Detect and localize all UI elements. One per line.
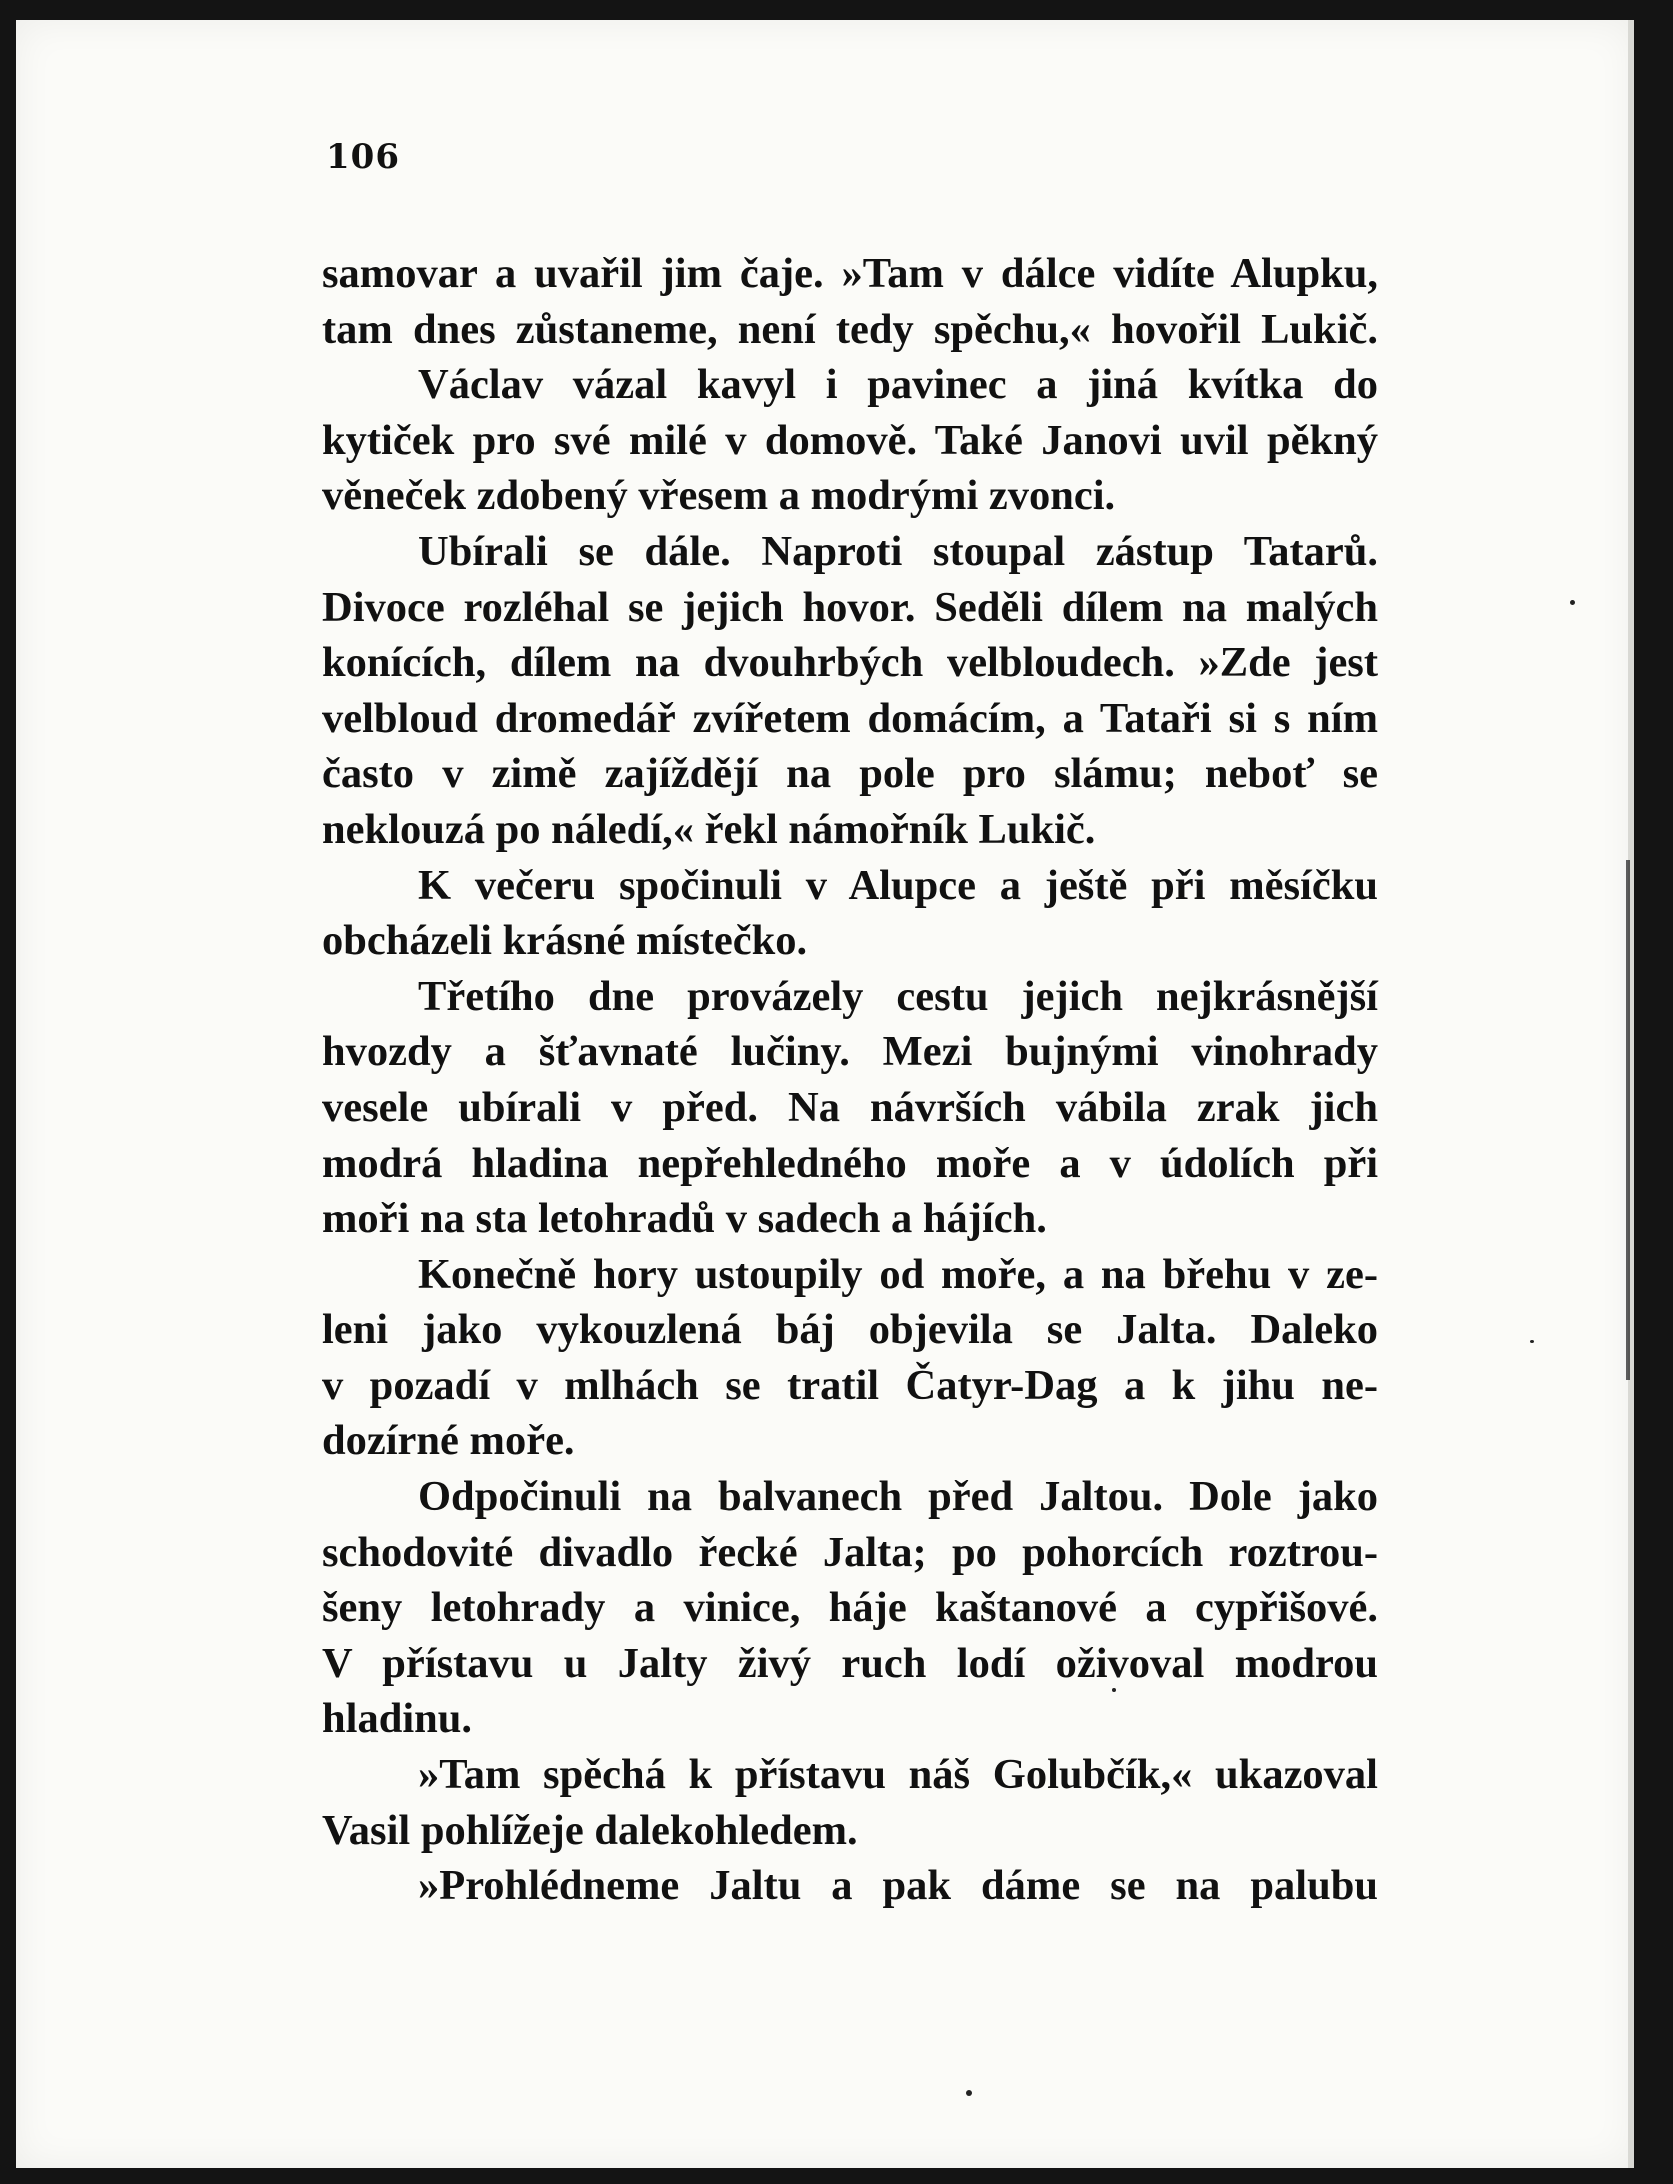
print-speck <box>1112 1688 1116 1692</box>
text-line: Vasil pohlížeje dalekohledem. <box>322 1806 858 1854</box>
text-line: velbloud dromedář zvířetem domácím, a Tataři si s ním <box>322 694 1378 742</box>
print-speck <box>1530 1340 1534 1343</box>
text-line: v pozadí v mlhách se tratil Čatyr-Dag a k jihu ne- <box>322 1361 1378 1409</box>
text-line: Ubírali se dále. Naproti stoupal zástup Tatarů. <box>418 527 1378 575</box>
text-line: vesele ubírali v před. Na návrších vábila zrak jich <box>322 1083 1378 1131</box>
text-line: často v zimě zajíždějí na pole pro slámu; neboť se <box>322 750 1378 798</box>
print-speck <box>966 2090 972 2096</box>
text-line: dozírné moře. <box>322 1417 575 1465</box>
text-line: samovar a uvařil jim čaje. »Tam v dálce vidíte Alupku, <box>322 250 1378 297</box>
text-line: K večeru spočinuli v Alupce a ještě při měsíčku <box>418 861 1378 909</box>
text-line: Odpočinuli na balvanech před Jaltou. Dole jako <box>418 1473 1378 1521</box>
text-line: věneček zdobený vřesem a modrými zvonci. <box>322 472 1116 520</box>
text-line: kytiček pro své milé v domově. Také Janovi uvil pěkný <box>322 416 1378 464</box>
text-line: schodovité divadlo řecké Jalta; po pohorcích roztrou- <box>322 1528 1378 1576</box>
text-line: Třetího dne provázely cestu jejich nejkrásnější <box>418 972 1378 1020</box>
text-line: V přístavu u Jalty živý ruch lodí oživoval modrou <box>322 1639 1378 1687</box>
text-line: hvozdy a šťavnaté lučiny. Mezi bujnými vinohrady <box>322 1028 1378 1076</box>
page-number: 106 <box>326 137 400 177</box>
print-speck <box>1570 600 1575 605</box>
text-line: »Tam spěchá k přístavu náš Golubčík,« ukazoval <box>418 1751 1378 1799</box>
text-line: Václav vázal kavyl i pavinec a jiná kvítka do <box>418 361 1378 409</box>
text-line: tam dnes zůstaneme, není tedy spěchu,« hovořil Lukič. <box>322 305 1378 353</box>
text-line: moři na sta letohradů v sadech a hájích. <box>322 1195 1047 1243</box>
binding-shadow <box>1626 860 1630 1380</box>
text-line: obcházeli krásné místečko. <box>322 917 808 965</box>
text-line: Divoce rozléhal se jejich hovor. Seděli dílem na malých <box>322 583 1378 631</box>
text-line: neklouzá po náledí,« řekl námořník Lukič. <box>322 805 1096 853</box>
text-line: leni jako vykouzlená báj objevila se Jalta. Daleko <box>322 1306 1378 1354</box>
text-line: hladinu. <box>322 1695 473 1743</box>
text-line: modrá hladina nepřehledného moře a v údolích při <box>322 1139 1378 1187</box>
text-line: »Prohlédneme Jaltu a pak dáme se na palubu <box>418 1862 1378 1910</box>
text-line: šeny letohrady a vinice, háje kaštanové a cypřišové. <box>322 1584 1378 1632</box>
text-line: konících, dílem na dvouhrbých velbloudech. »Zde jest <box>322 639 1378 687</box>
text-line: Konečně hory ustoupily od moře, a na břehu v ze- <box>418 1250 1378 1298</box>
body-text <box>322 246 1378 1914</box>
